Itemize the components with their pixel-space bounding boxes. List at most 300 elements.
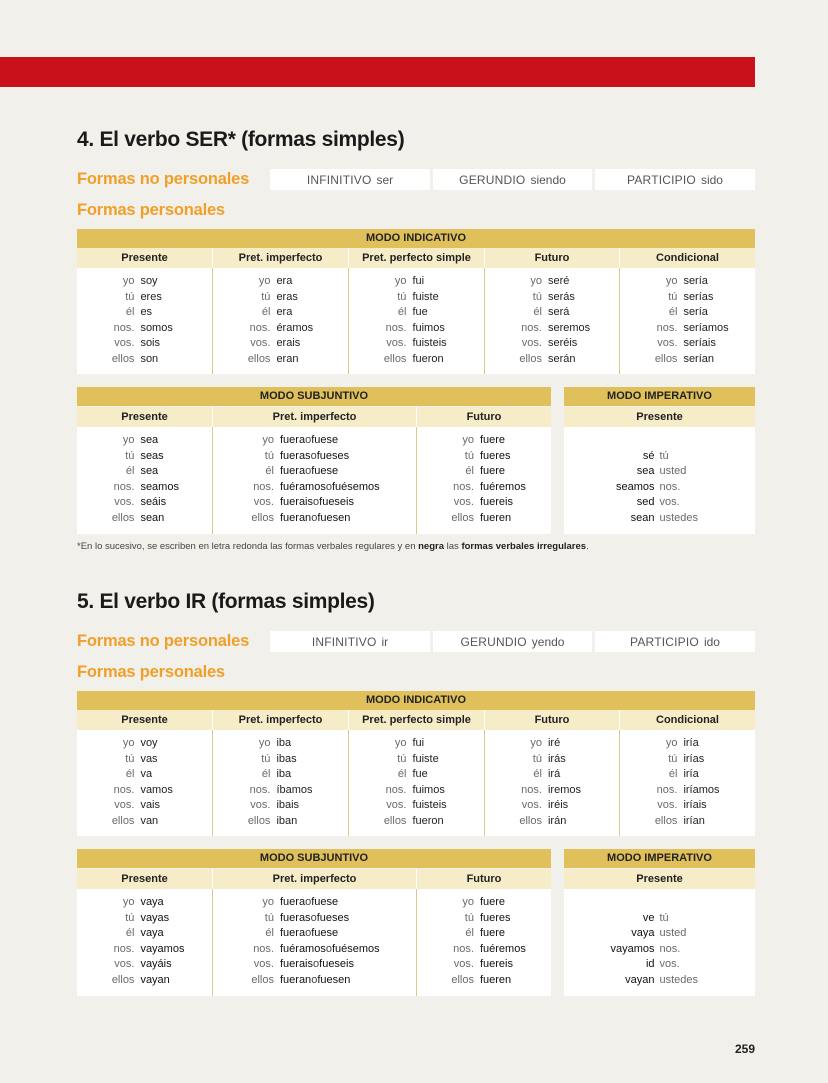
infinitivo-label: INFINITIVO xyxy=(311,634,377,649)
pronoun: él xyxy=(533,306,542,319)
conjugation-row xyxy=(77,736,212,752)
pronoun: él xyxy=(265,927,274,940)
verb-form: irías xyxy=(683,752,705,765)
verb-form-b: fueses xyxy=(316,911,350,924)
pronoun: yo xyxy=(665,275,678,287)
pronoun: ellos xyxy=(383,353,407,365)
imperative-form: seamos xyxy=(615,480,655,493)
pronoun: él xyxy=(265,465,274,478)
conjunction: o xyxy=(313,958,320,971)
verb-form xyxy=(280,926,338,942)
pronoun: yo xyxy=(122,434,135,446)
pronoun: ellos xyxy=(111,974,135,986)
verb-form: fuiste xyxy=(412,290,439,303)
pronoun: él xyxy=(125,768,135,781)
conjugation-row xyxy=(213,321,348,337)
modo-imperativo-band: MODO IMPERATIVO xyxy=(564,387,755,406)
conjugation-row xyxy=(213,352,348,368)
verb-form-b: fueseis xyxy=(319,958,354,971)
verb-form: serán xyxy=(547,353,576,365)
verb-form: va xyxy=(140,768,153,781)
pronoun: yo xyxy=(262,434,274,446)
verb-form-b: fuesen xyxy=(317,974,351,986)
conjugation-row xyxy=(213,973,416,989)
column-divider xyxy=(348,730,349,836)
pronoun: nos. xyxy=(249,321,271,334)
conjugation-row xyxy=(349,352,484,368)
verb-form: seréis xyxy=(547,337,578,350)
verb-form-a: fuéremos xyxy=(479,942,526,955)
pronoun: yo xyxy=(665,737,678,749)
conjugation-row xyxy=(77,274,212,290)
conjugation-row xyxy=(349,798,484,814)
participio-label: PARTICIPIO xyxy=(630,634,699,649)
pronoun: nos. xyxy=(385,783,407,796)
conjunction: o xyxy=(313,496,320,509)
pronoun: tú xyxy=(464,911,474,924)
verb-form-a: fueren xyxy=(479,974,512,986)
pronoun: vos. xyxy=(521,337,542,350)
verb-form: fuimos xyxy=(412,783,445,796)
pronoun: ellos xyxy=(654,815,678,827)
modo-subjuntivo-band: MODO SUBJUNTIVO xyxy=(77,849,551,868)
pronoun: él xyxy=(261,768,271,781)
pronoun: yo xyxy=(122,275,135,287)
pronoun: vos. xyxy=(453,496,474,509)
verb-form-a: fuéremos xyxy=(479,480,526,493)
pronoun: nos. xyxy=(113,480,135,493)
imperative-row xyxy=(564,942,755,958)
imperative-row xyxy=(564,911,755,927)
conjugation-row xyxy=(417,464,551,480)
imperative-pronoun: tú xyxy=(659,449,669,462)
verb-form-a: seas xyxy=(140,449,164,462)
pronoun: nos. xyxy=(253,942,274,955)
imperative-row xyxy=(564,480,755,496)
verb-form: serían xyxy=(683,353,715,365)
pronoun: nos. xyxy=(656,783,678,796)
verb-form-b: fuese xyxy=(311,434,339,446)
verb-form-a: vayáis xyxy=(140,958,172,971)
verb-form: eras xyxy=(276,290,298,303)
verb-form xyxy=(280,911,349,927)
conjugation-row xyxy=(213,814,348,830)
conjugation-row xyxy=(485,752,619,768)
conjugation-row xyxy=(620,798,755,814)
pronoun: él xyxy=(668,768,678,781)
verb-form: fuimos xyxy=(412,321,445,334)
conjugation-row xyxy=(213,942,416,958)
conjugation-row xyxy=(213,911,416,927)
footnote xyxy=(77,541,589,552)
verb-form-a: fuera xyxy=(279,927,306,940)
conjugation-row xyxy=(485,352,619,368)
conjugation-row xyxy=(417,911,551,927)
conjunction: o xyxy=(311,512,318,524)
gerundio-box xyxy=(433,169,592,190)
verb-form-a: fuere xyxy=(479,465,506,478)
section-title: 4. El verbo SER* (formas simples) xyxy=(77,128,405,151)
conjunction: o xyxy=(311,974,318,986)
pronoun: vos. xyxy=(657,337,678,350)
conjugation-row xyxy=(213,274,348,290)
imperative-row xyxy=(564,926,755,942)
verb-form xyxy=(480,433,505,449)
conjugation-row xyxy=(417,495,551,511)
pronoun: él xyxy=(465,927,474,940)
conjugation-row xyxy=(620,814,755,830)
participio-box xyxy=(595,169,755,190)
verb-form: es xyxy=(140,306,153,319)
conjugation-row xyxy=(213,433,416,449)
verb-form-a: fuerais xyxy=(279,958,314,971)
verb-form: fueron xyxy=(412,353,444,365)
conjugation-row xyxy=(349,336,484,352)
verb-form: ibas xyxy=(276,752,297,765)
verb-form: iba xyxy=(276,768,292,781)
indicativo-column xyxy=(620,274,755,368)
footnote-end: . xyxy=(586,541,589,552)
pronoun: ellos xyxy=(111,512,135,524)
conjugation-row xyxy=(213,305,348,321)
imperative-form: vaya xyxy=(631,927,655,940)
pronoun: vos. xyxy=(453,958,474,971)
verb-form: vas xyxy=(140,752,158,765)
personales-heading: Formas personales xyxy=(77,663,225,681)
conjugation-row xyxy=(485,798,619,814)
verb-form: irían xyxy=(683,815,705,827)
pronoun: nos. xyxy=(521,321,542,334)
imperativo-column xyxy=(564,449,755,527)
verb-form: sería xyxy=(683,275,708,287)
imperative-form: vayamos xyxy=(610,942,655,955)
conjugation-row xyxy=(620,736,755,752)
subjuntivo-column xyxy=(77,895,212,989)
column-divider xyxy=(619,268,620,374)
participio-box xyxy=(595,631,755,652)
verb-form: fui xyxy=(412,275,425,287)
verb-form-a: vayan xyxy=(140,974,170,986)
column-divider xyxy=(212,268,213,374)
imperative-pronoun: ustedes xyxy=(659,511,699,524)
subjuntivo-column-header: Futuro xyxy=(417,869,551,889)
pronoun: vos. xyxy=(386,799,407,812)
pronoun: vos. xyxy=(657,799,678,812)
pronoun: tú xyxy=(668,290,678,303)
pronoun: vos. xyxy=(250,799,271,812)
pronoun: yo xyxy=(258,737,271,749)
modo-subjuntivo-band: MODO SUBJUNTIVO xyxy=(77,387,551,406)
verb-form-b: fuesen xyxy=(317,512,351,524)
conjunction: o xyxy=(310,911,317,924)
column-divider xyxy=(619,730,620,836)
indicativo-column-header: Condicional xyxy=(620,248,755,268)
verb-form xyxy=(480,480,526,496)
verb-form-b: fuese xyxy=(311,927,339,940)
verb-form-a: fuéramos xyxy=(279,480,326,493)
conjugation-row xyxy=(213,495,416,511)
indicativo-column-header: Futuro xyxy=(485,710,619,730)
conjugation-row xyxy=(77,814,212,830)
verb-form: fue xyxy=(412,768,428,781)
verb-form: eres xyxy=(140,290,162,303)
gerundio-box xyxy=(433,631,592,652)
verb-form-b: fueses xyxy=(316,449,350,462)
imperative-pronoun: tú xyxy=(659,911,669,924)
verb-form xyxy=(140,464,158,480)
indicativo-column xyxy=(77,274,212,368)
conjugation-row xyxy=(77,336,212,352)
conjunction: o xyxy=(305,927,312,940)
conjugation-row xyxy=(213,449,416,465)
verb-form xyxy=(480,464,505,480)
conjugation-row xyxy=(485,290,619,306)
pronoun: yo xyxy=(258,275,271,287)
pronoun: vos. xyxy=(114,496,135,509)
pronoun: vos. xyxy=(114,799,135,812)
verb-form xyxy=(280,480,380,496)
subjuntivo-column xyxy=(213,433,416,527)
subjuntivo-column xyxy=(213,895,416,989)
verb-form-a: fueras xyxy=(279,449,311,462)
verb-form: será xyxy=(547,306,570,319)
conjugation-row xyxy=(77,767,212,783)
conjugation-row xyxy=(417,449,551,465)
verb-form-b: fuésemos xyxy=(331,942,380,955)
verb-form: serías xyxy=(683,290,714,303)
verb-form: iría xyxy=(683,768,699,781)
imperative-row xyxy=(564,957,755,973)
pronoun: nos. xyxy=(521,783,542,796)
conjugation-row xyxy=(485,814,619,830)
verb-form xyxy=(280,464,338,480)
verb-form-a: fuere xyxy=(479,434,506,446)
verb-form xyxy=(480,911,511,927)
verb-form-a: fuera xyxy=(279,896,306,908)
imperativo-column-header: Presente xyxy=(564,869,755,889)
pronoun: yo xyxy=(262,896,274,908)
pronoun: yo xyxy=(530,737,542,749)
conjugation-row xyxy=(485,305,619,321)
column-divider xyxy=(484,268,485,374)
no-personales-heading: Formas no personales xyxy=(77,170,250,188)
verb-form xyxy=(140,973,169,989)
imperative-pronoun: vos. xyxy=(659,496,680,509)
pronoun: tú xyxy=(532,290,542,303)
conjugation-row xyxy=(77,895,212,911)
indicativo-column xyxy=(77,736,212,830)
conjugation-row xyxy=(77,783,212,799)
conjugation-row xyxy=(349,767,484,783)
verb-form: fuiste xyxy=(412,752,439,765)
subjuntivo-column-header: Presente xyxy=(77,869,212,889)
pronoun: vos. xyxy=(114,958,135,971)
infinitivo-box xyxy=(270,631,430,652)
conjugation-row xyxy=(620,352,755,368)
verb-form-a: fueres xyxy=(479,449,511,462)
indicativo-column-header: Pret. perfecto simple xyxy=(349,710,484,730)
imperative-row xyxy=(564,495,755,511)
conjugation-row xyxy=(77,957,212,973)
conjugation-row xyxy=(417,511,551,527)
indicativo-column-header: Presente xyxy=(77,710,212,730)
verb-form-b: fueseis xyxy=(319,496,354,509)
pronoun: vos. xyxy=(114,337,135,350)
conjugation-row xyxy=(485,767,619,783)
verb-form xyxy=(480,449,511,465)
conjugation-row xyxy=(77,973,212,989)
verb-form-a: vayas xyxy=(140,911,170,924)
pronoun: tú xyxy=(125,449,135,462)
conjugation-row xyxy=(77,449,212,465)
verb-form-a: fueras xyxy=(279,911,311,924)
imperativo-column-header: Presente xyxy=(564,407,755,427)
pronoun: tú xyxy=(264,449,274,462)
footnote-bold-irregulares: formas verbales irregulares xyxy=(461,541,587,552)
verb-form: irás xyxy=(547,752,566,765)
verb-form-a: fueren xyxy=(479,512,512,524)
pronoun: ellos xyxy=(451,512,474,524)
indicativo-column xyxy=(213,736,348,830)
verb-form-a: fueran xyxy=(279,512,312,524)
verb-form: éramos xyxy=(276,321,314,334)
pronoun: ellos xyxy=(251,974,274,986)
conjugation-row xyxy=(349,783,484,799)
pronoun: tú xyxy=(397,752,407,765)
verb-form-a: seamos xyxy=(140,480,179,493)
verb-form xyxy=(480,926,505,942)
conjugation-row xyxy=(77,911,212,927)
conjugation-row xyxy=(417,926,551,942)
imperativo-column xyxy=(564,911,755,989)
gerundio-label: GERUNDIO xyxy=(459,172,526,187)
pronoun: vos. xyxy=(386,337,407,350)
conjugation-row xyxy=(620,752,755,768)
verb-form: iban xyxy=(276,815,298,827)
column-divider xyxy=(348,268,349,374)
conjugation-row xyxy=(485,321,619,337)
verb-form xyxy=(280,449,349,465)
conjugation-row xyxy=(213,511,416,527)
participio-value: sido xyxy=(700,172,723,187)
verb-form: iríais xyxy=(683,799,707,812)
verb-form: voy xyxy=(140,737,158,749)
pronoun: nos. xyxy=(385,321,407,334)
conjugation-row xyxy=(77,290,212,306)
conjugation-row xyxy=(213,798,348,814)
subjuntivo-column xyxy=(417,895,551,989)
pronoun: tú xyxy=(261,752,271,765)
conjugation-row xyxy=(620,274,755,290)
footnote-text: *En lo sucesivo, se escriben en letra redonda las formas verbales regulares y en xyxy=(77,541,419,552)
conjugation-row xyxy=(349,814,484,830)
conjugation-row xyxy=(485,736,619,752)
conjugation-row xyxy=(349,290,484,306)
indicativo-column xyxy=(213,274,348,368)
column-divider xyxy=(212,730,213,836)
conjugation-row xyxy=(77,942,212,958)
verb-form: fue xyxy=(412,306,428,319)
indicativo-column xyxy=(349,736,484,830)
pronoun: yo xyxy=(462,896,474,908)
pronoun: yo xyxy=(394,737,407,749)
imperative-form: sean xyxy=(630,511,655,524)
conjugation-row xyxy=(213,957,416,973)
pronoun: vos. xyxy=(253,958,274,971)
verb-form xyxy=(280,433,338,449)
verb-form xyxy=(480,973,511,989)
conjunction: o xyxy=(305,434,312,446)
verb-form-a: fueres xyxy=(479,911,511,924)
conjugation-row xyxy=(213,895,416,911)
conjugation-row xyxy=(77,480,212,496)
conjugation-row xyxy=(417,942,551,958)
verb-form: íbamos xyxy=(276,783,313,796)
infinitivo-label: INFINITIVO xyxy=(306,172,372,187)
verb-form-a: seáis xyxy=(140,496,167,509)
verb-form-a: fuera xyxy=(279,434,306,446)
imperative-pronoun: nos. xyxy=(659,942,681,955)
verb-form-a: fuere xyxy=(479,896,506,908)
infinitivo-value: ir xyxy=(381,634,389,649)
indicativo-column xyxy=(349,274,484,368)
verb-form-a: fuera xyxy=(279,465,306,478)
conjugation-row xyxy=(620,767,755,783)
verb-form: soy xyxy=(140,275,158,287)
verb-form-a: fuereis xyxy=(479,496,513,509)
conjugation-row xyxy=(620,290,755,306)
indicativo-column-header: Pret. perfecto simple xyxy=(349,248,484,268)
column-divider xyxy=(416,889,417,996)
verb-form xyxy=(140,449,163,465)
pronoun: vos. xyxy=(250,337,271,350)
verb-form-a: fuereis xyxy=(479,958,513,971)
verb-form: son xyxy=(140,353,159,365)
pronoun: él xyxy=(533,768,542,781)
verb-form: fuisteis xyxy=(412,337,447,350)
imperative-form: vayan xyxy=(625,973,655,986)
verb-form-a: fuéramos xyxy=(279,942,326,955)
pronoun: ellos xyxy=(111,353,135,365)
conjugation-row xyxy=(349,752,484,768)
verb-form xyxy=(280,957,354,973)
verb-form: fui xyxy=(412,737,425,749)
pronoun: nos. xyxy=(113,942,135,955)
imperative-row xyxy=(564,449,755,465)
pronoun: ellos xyxy=(654,353,678,365)
gerundio-value: yendo xyxy=(531,634,565,649)
imperative-row xyxy=(564,511,755,527)
verb-form-a: vayamos xyxy=(140,942,185,955)
conjugation-row xyxy=(349,274,484,290)
conjugation-row xyxy=(77,495,212,511)
verb-form: van xyxy=(140,815,159,827)
participio-value: ido xyxy=(703,634,720,649)
verb-form: iba xyxy=(276,737,292,749)
verb-form: sois xyxy=(140,337,160,350)
verb-form-b: fuese xyxy=(311,896,339,908)
indicativo-column xyxy=(485,736,619,830)
pronoun: tú xyxy=(125,752,135,765)
conjugation-row xyxy=(77,464,212,480)
verb-form: iríamos xyxy=(683,783,720,796)
verb-form-a: sea xyxy=(140,465,159,478)
verb-form-a: vaya xyxy=(140,896,164,908)
conjugation-row xyxy=(620,305,755,321)
conjugation-row xyxy=(77,321,212,337)
verb-form: iría xyxy=(683,737,699,749)
modo-imperativo-band: MODO IMPERATIVO xyxy=(564,849,755,868)
